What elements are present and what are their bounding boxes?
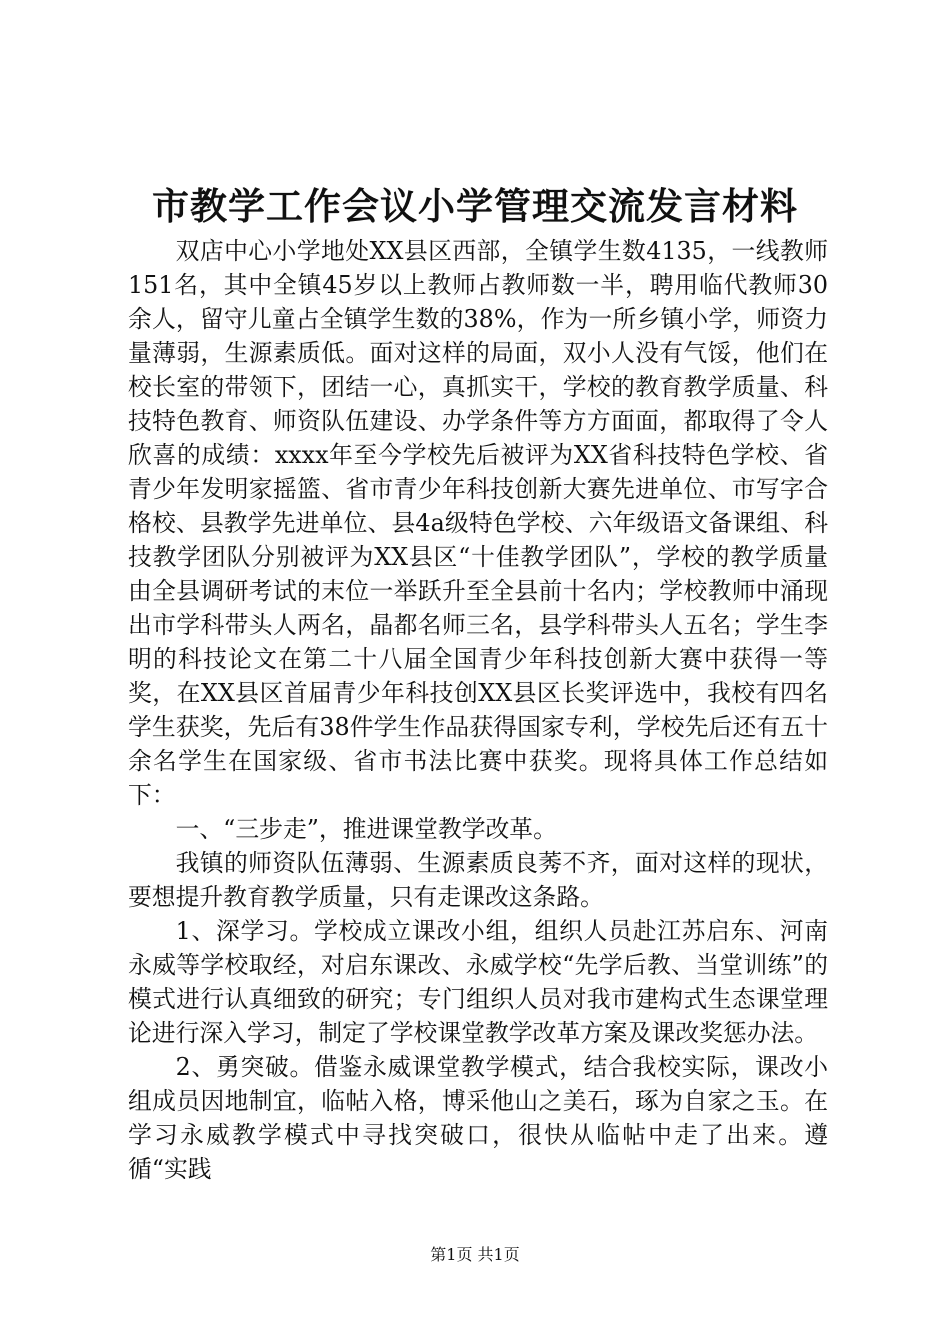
paragraph-situation: 我镇的师资队伍薄弱、生源素质良莠不齐，面对这样的现状，要想提升教育教学质量，只有走课改这条路。 (128, 849, 828, 911)
section-heading-1: 一、“三步走”，推进课堂教学改革。 (175, 815, 557, 843)
document-body (128, 234, 828, 1186)
paragraph-breakthrough: 2、勇突破。借鉴永威课堂教学模式，结合我校实际，课改小组成员因地制宜，临帖入格，博采他山之美石，琢为自家之玉。在学习永威教学模式中寻找突破口，很快从临帖中走了出来。遵循“实践 (128, 1053, 828, 1183)
paragraph-deep-study: 1、深学习。学校成立课改小组，组织人员赴江苏启东、河南永威等学校取经，对启东课改、永威学校“先学后教、当堂训练”的模式进行认真细致的研究；专门组织人员对我市建构式生态课堂理论进行深入学习，制定了学校课堂教学改革方案及课改奖惩办法。 (128, 917, 828, 1047)
paragraph-intro: 双店中心小学地处XX县区西部，全镇学生数4135，一线教师151名，其中全镇45岁以上教师占教师数一半，聘用临代教师30余人，留守儿童占全镇学生数的38%，作为一所乡镇小学，师资力量薄弱，生源素质低。面对这样的局面，双小人没有气馁，他们在校长室的带领下，团结一心，真抓实干，学校的教育教学质量、科技特色教育、师资队伍建设、办学条件等方方面面，都取得了令人欣喜的成绩：xxxx年至今学校先后被评为XX省科技特色学校、省青少年发明家摇篮、省市青少年科技创新大赛先进单位、市写字合格校、县教学先进单位、县4a级特色学校、六年级语文备课组、科技教学团队分别被评为XX县区“十佳教学团队”，学校的教学质量由全县调研考试的末位一举跃升至全县前十名内；学校教师中涌现出市学科带头人两名，晶都名师三名，县学科带头人五名；学生李明的科技论文在第二十八届全国青少年科技创新大赛中获得一等奖，在XX县区首届青少年科技创XX县区长奖评选中，我校有四名学生获奖，先后有38件学生作品获得国家专利，学校先后还有五十余名学生在国家级、省市书法比赛中获奖。现将具体工作总结如下： (128, 237, 828, 809)
document-title: 市教学工作会议小学管理交流发言材料 (152, 184, 798, 228)
page-footer: 第1页 共1页 (430, 1245, 520, 1264)
